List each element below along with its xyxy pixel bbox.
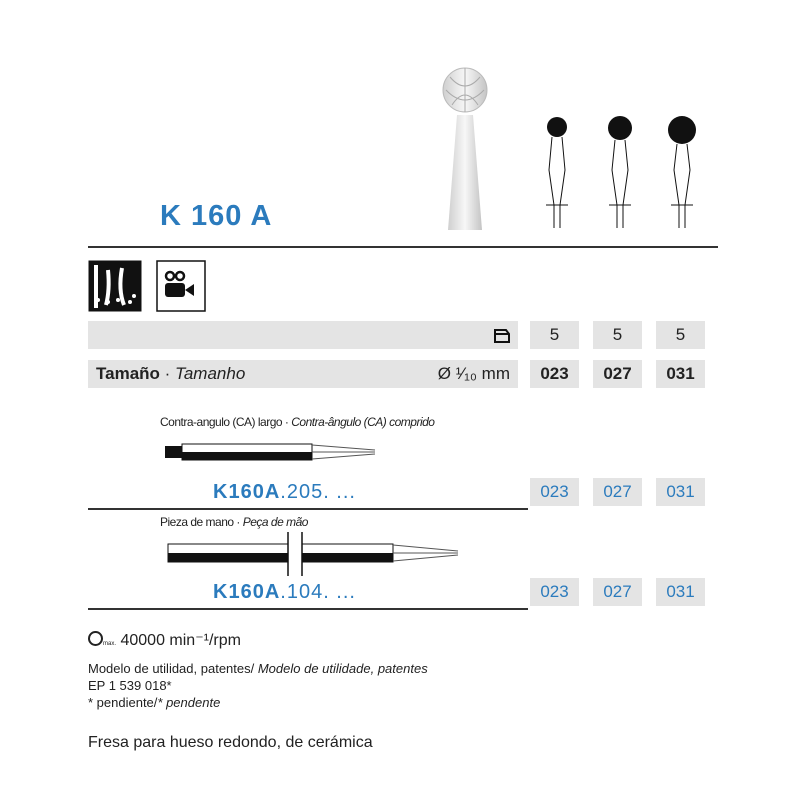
contra-angle-shank-drawing — [160, 440, 380, 466]
order-size[interactable]: 031 — [656, 478, 705, 506]
rpm-value: 40000 min⁻¹/rpm — [120, 632, 241, 649]
pending-es: * pendiente/ — [88, 695, 158, 710]
patent-pt: Modelo de utilidade, patentes — [257, 661, 428, 676]
pending-pt: * pendente — [157, 695, 221, 710]
code-prefix: K160A — [213, 481, 281, 503]
size-value: 027 — [593, 360, 642, 388]
rotation-icon — [88, 631, 103, 646]
max-speed — [88, 630, 241, 650]
size-drawing-031 — [668, 116, 696, 228]
size-label: Tamaño — [96, 364, 160, 383]
size-unit: Ø ¹⁄₁₀ mm — [437, 364, 510, 383]
size-drawing-023 — [546, 117, 568, 228]
label-es: Contra-angulo (CA) largo · — [160, 415, 292, 429]
size-label-pt: Tamanho — [175, 364, 246, 383]
code-suffix: .205. ... — [280, 481, 356, 503]
patent-info — [88, 660, 428, 711]
product-description: Fresa para hueso redondo, de cerámica — [88, 734, 373, 751]
variant-label — [160, 515, 308, 529]
patent-es: Modelo de utilidad, patentes/ — [88, 661, 258, 676]
order-size[interactable]: 023 — [530, 578, 579, 606]
order-size[interactable]: 031 — [656, 578, 705, 606]
size-value: 023 — [530, 360, 579, 388]
pack-qty: 5 — [656, 321, 705, 349]
order-code — [213, 581, 356, 604]
pack-qty: 5 — [593, 321, 642, 349]
order-size[interactable]: 023 — [530, 478, 579, 506]
divider — [88, 508, 528, 510]
label-pt: Peça de mão — [242, 515, 308, 529]
divider — [88, 246, 718, 248]
variant-label — [160, 415, 434, 429]
code-prefix: K160A — [213, 581, 281, 603]
size-row-label — [88, 360, 518, 388]
label-es: Pieza de mano · — [160, 515, 243, 529]
patent-number: EP 1 539 018* — [88, 678, 172, 693]
size-drawings — [530, 110, 720, 235]
pack-row-label — [88, 321, 518, 349]
order-size[interactable]: 027 — [593, 578, 642, 606]
divider — [88, 608, 528, 610]
max-label: max. — [103, 641, 117, 647]
size-drawing-027 — [608, 116, 632, 228]
order-code — [213, 481, 356, 504]
handpiece-shank-drawing — [160, 530, 460, 578]
order-size[interactable]: 027 — [593, 478, 642, 506]
surgery-icon — [156, 260, 206, 312]
size-value: 031 — [656, 360, 705, 388]
pack-qty: 5 — [530, 321, 579, 349]
product-title: K 160 A — [160, 200, 273, 232]
bur-photo — [430, 55, 500, 235]
package-icon — [492, 326, 512, 344]
code-suffix: .104. ... — [280, 581, 356, 603]
bone-tissue-icon — [88, 260, 142, 312]
label-pt: Contra-ângulo (CA) comprido — [291, 415, 435, 429]
separator: · — [159, 364, 176, 383]
